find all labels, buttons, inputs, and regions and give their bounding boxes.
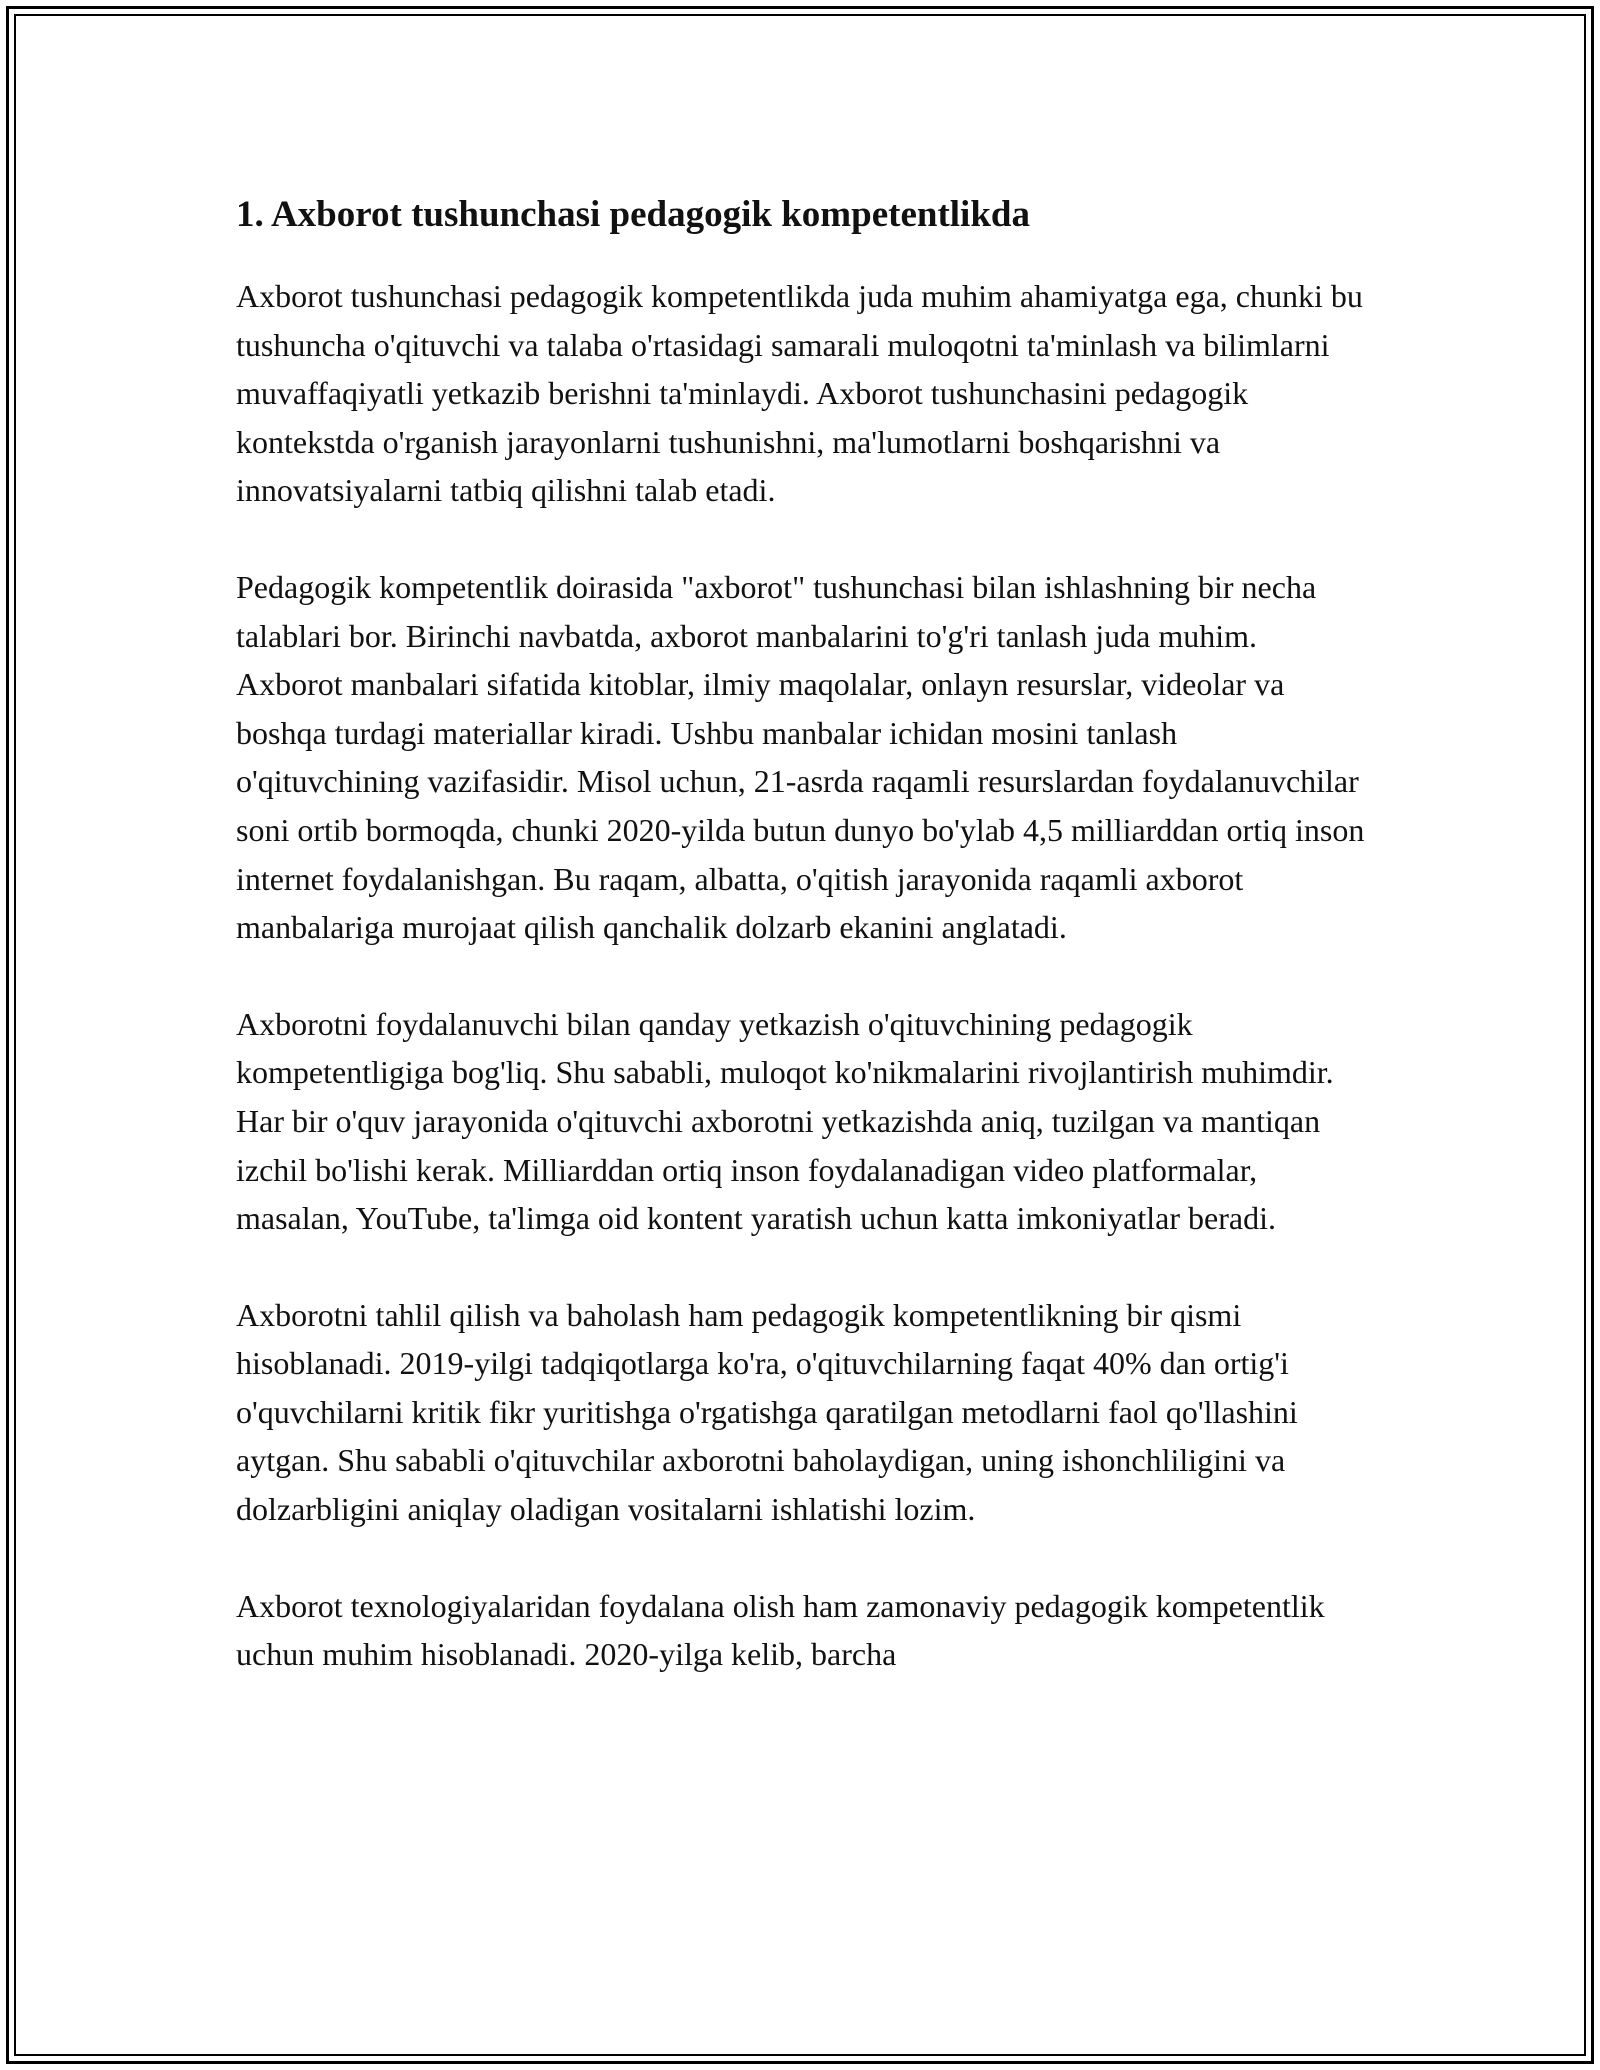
paragraph-3: Axborotni foydalanuvchi bilan qanday yetkazish o'qituvchining pedagogik kompetentligiga bog'liq. Shu sababli, muloqot ko'nikmalarini rivojlantirish muhimdir. Har bir o'quv jarayonida o'qituvchi axborotni yetkazishda aniq, tuzilgan va mantiqan izchil bo'lishi kerak. Milliarddan ortiq inson foydalanadigan video platformalar, masalan, YouTube, ta'limga oid kontent yaratish uchun katta imkoniyatlar beradi.	[236, 1005, 1334, 1237]
document-body	[236, 188, 1366, 1727]
paragraph-2: Pedagogik kompetentlik doirasida "axborot" tushunchasi bilan ishlashning bir necha talablari bor. Birinchi navbatda, axborot manbalarini to'g'ri tanlash juda muhim. Axborot manbalari sifatida kitoblar, ilmiy maqolalar, onlayn resurslar, videolar va boshqa turdagi materiallar kiradi. Ushbu manbalar ichidan mosini tanlash o'qituvchining vazifasidir. Misol uchun, 21-asrda raqamli resurslardan foydalanuvchilar soni ortib bormoqda, chunki 2020-yilda butun dunyo bo'ylab 4,5 milliarddan ortiq inson internet foydalanishgan. Bu raqam, albatta, o'qitish jarayonida raqamli axborot manbalariga murojaat qilish qanchalik dolzarb ekanini anglatadi.	[236, 568, 1365, 946]
section-heading: 1. Axborot tushunchasi pedagogik kompetentlikda	[236, 194, 1030, 235]
paragraph-4: Axborotni tahlil qilish va baholash ham pedagogik kompetentlikning bir qismi hisoblanadi. 2019-yilgi tadqiqotlarga ko'ra, o'qituvchilarning faqat 40% dan ortig'i o'quvchilarni kritik fikr yuritishga o'rgatishga qaratilgan metodlarni faol qo'llashini aytgan. Shu sababli o'qituvchilar axborotni baholaydigan, uning ishonchliligini va dolzarbligini aniqlay oladigan vositalarni ishlatishi lozim.	[236, 1296, 1298, 1528]
paragraph-1: Axborot tushunchasi pedagogik kompetentlikda juda muhim ahamiyatga ega, chunki bu tushuncha o'qituvchi va talaba o'rtasidagi samarali muloqotni ta'minlash va bilimlarni muvaffaqiyatli yetkazib berishni ta'minlaydi. Axborot tushunchasini pedagogik kontekstda o'rganish jarayonlarni tushunishni, ma'lumotlarni boshqarishni va innovatsiyalarni tatbiq qilishni talab etadi.	[236, 278, 1363, 509]
paragraph-5: Axborot texnologiyalaridan foydalana olish ham zamonaviy pedagogik kompetentlik uchun muhim hisoblanadi. 2020-yilga kelib, barcha	[236, 1587, 1325, 1673]
